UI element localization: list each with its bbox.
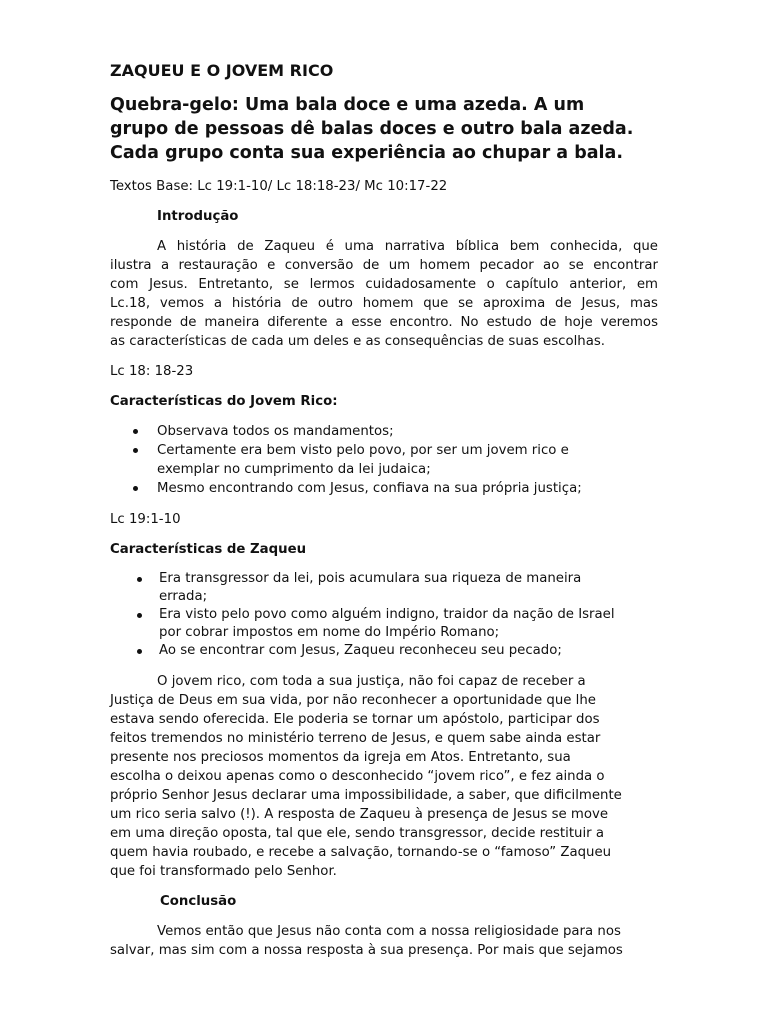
document-title: ZAQUEU E O JOVEM RICO [110,61,334,80]
reference-luke-18: Lc 18: 18-23 [110,364,194,379]
list-item [110,606,658,642]
bullet-icon [137,577,142,582]
paragraph-line: A história de Zaqueu é uma narrativa bíblica bem conhecida, que [157,239,658,254]
paragraph-line: com Jesus. Entretanto, se lermos cuidadosamente o capítulo anterior, em [110,277,658,292]
paragraph-line: presente nos preciosos momentos da igreja em Atos. Entretanto, sua [110,750,571,765]
introduction-paragraph [110,237,658,351]
paragraph-line: em uma direção oposta, tal que ele, sendo transgressor, decide restituir a [110,826,605,841]
paragraph-line: que foi transformado pelo Senhor. [110,864,337,879]
conclusion-heading: Conclusão [160,894,237,909]
introduction-heading: Introdução [157,209,239,224]
paragraph-line: salvar, mas sim com a nossa resposta à sua presença. Por mais que sejamos [110,943,623,958]
list-item-text: por cobrar impostos em nome do Império Romano; [159,625,500,640]
icebreaker-line: grupo de pessoas dê balas doces e outro bala azeda. [110,119,634,139]
bullet-icon [133,429,138,434]
list-item [110,642,658,660]
paragraph-line: quem havia roubado, e recebe a salvação, tornando-se o “famoso” Zaqueu [110,845,612,860]
bullet-icon [137,649,142,654]
paragraph-line: responde de maneira diferente a esse encontro. No estudo de hoje veremos [110,315,658,330]
list-item-text: Certamente era bem visto pelo povo, por ser um jovem rico e [157,443,569,458]
bullet-icon [133,448,138,453]
list-item-text: Ao se encontrar com Jesus, Zaqueu reconheceu seu pecado; [159,643,562,658]
list-item-text: Era transgressor da lei, pois acumulara sua riqueza de maneira [159,571,582,586]
list-item [110,441,658,479]
list-item-text: errada; [159,589,208,604]
paragraph-line: próprio Senhor Jesus declarar uma impossibilidade, a saber, que dificilmente [110,788,622,803]
paragraph-line: as características de cada um deles e as consequências de suas escolhas. [110,334,606,349]
zacchaeus-list [110,570,658,660]
rich-young-man-heading: Características do Jovem Rico: [110,394,338,409]
paragraph-line: Justiça de Deus em sua vida, por não reconhecer a oportunidade que lhe [110,693,596,708]
paragraph-line: Lc.18, vemos a história de outro homem que se aproxima de Jesus, mas [110,296,658,311]
icebreaker-line: Quebra-gelo: Uma bala doce e uma azeda. A um [110,95,585,115]
paragraph-line: feitos tremendos no ministério terreno de Jesus, e quem sabe ainda estar [110,731,601,746]
paragraph-line: ilustra a restauração e conversão de um homem pecador ao se encontrar [110,258,658,273]
list-item [110,570,658,606]
comparison-paragraph [110,672,658,881]
list-item-text: exemplar no cumprimento da lei judaica; [157,462,431,477]
reference-luke-19: Lc 19:1-10 [110,512,181,527]
conclusion-paragraph [110,922,658,960]
paragraph-line: estava sendo oferecida. Ele poderia se tornar um apóstolo, participar dos [110,712,600,727]
base-texts: Textos Base: Lc 19:1-10/ Lc 18:18-23/ Mc 10:17-22 [110,179,448,194]
bullet-icon [137,613,142,618]
list-item-text: Mesmo encontrando com Jesus, confiava na sua própria justiça; [157,481,582,496]
list-item [110,479,658,498]
rich-young-man-list [110,422,658,498]
paragraph-line: um rico seria salvo (!). A resposta de Zaqueu à presença de Jesus se move [110,807,609,822]
list-item-text: Observava todos os mandamentos; [157,424,394,439]
paragraph-line: O jovem rico, com toda a sua justiça, não foi capaz de receber a [157,674,586,689]
list-item-text: Era visto pelo povo como alguém indigno, traidor da nação de Israel [159,607,615,622]
icebreaker-line: Cada grupo conta sua experiência ao chupar a bala. [110,143,623,163]
zacchaeus-heading: Características de Zaqueu [110,542,307,557]
list-item [110,422,658,441]
paragraph-line: escolha o deixou apenas como o desconhecido “jovem rico”, e fez ainda o [110,769,605,784]
paragraph-line: Vemos então que Jesus não conta com a nossa religiosidade para nos [157,924,621,939]
icebreaker-heading [110,93,658,165]
bullet-icon [133,486,138,491]
